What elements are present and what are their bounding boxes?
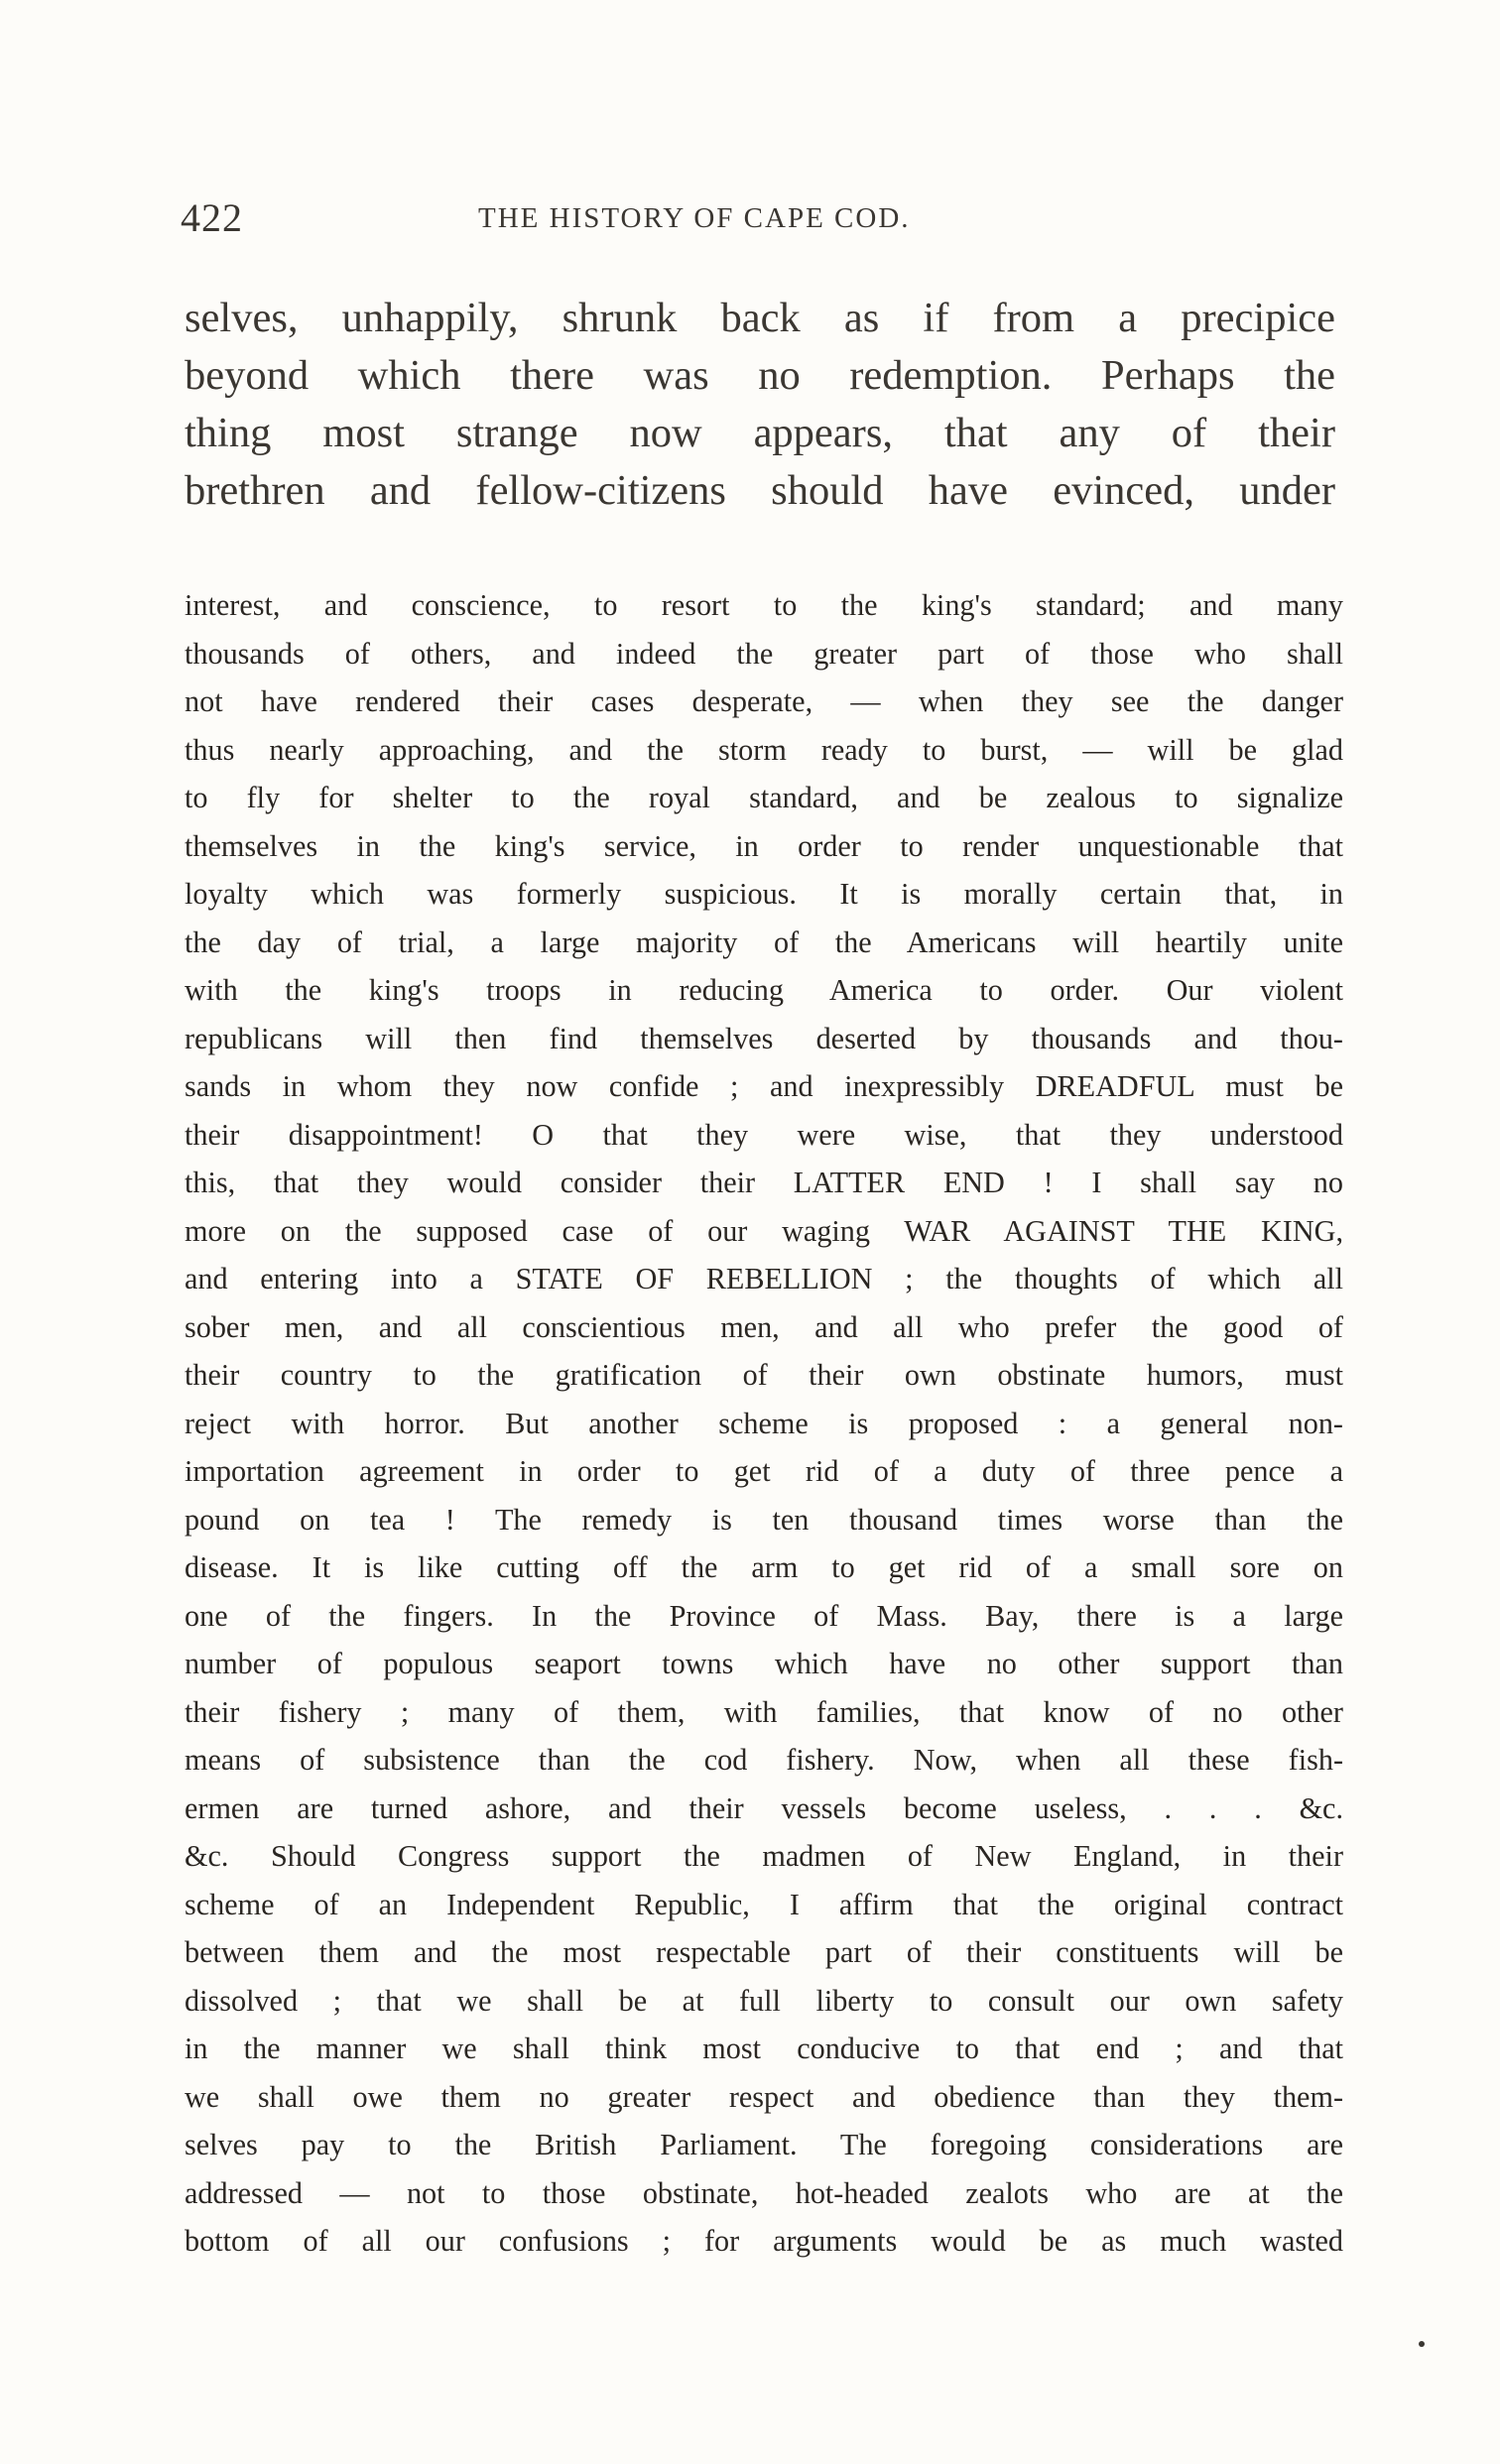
quote-line: scheme of an Independent Republic, I affirm that the original contract <box>185 1887 1343 1921</box>
quote-line: sober men, and all conscientious men, and all who prefer the good of <box>185 1309 1343 1344</box>
quote-line: addressed — not to those obstinate, hot-headed zealots who are at the <box>185 2175 1343 2210</box>
quote-line: republicans will then find themselves deserted by thousands and thou- <box>185 1021 1343 1055</box>
quote-line: dissolved ; that we shall be at full liberty to consult our own safety <box>185 1983 1343 2018</box>
page-header <box>181 194 1351 254</box>
quoted-passage <box>185 581 1343 2266</box>
quote-line: the day of trial, a large majority of the Americans will heartily unite <box>185 924 1343 959</box>
running-head: THE HISTORY OF CAPE COD. <box>478 202 911 234</box>
quote-line: selves pay to the British Parliament. The foregoing considerations are <box>185 2128 1343 2161</box>
text-line: selves, unhappily, shrunk back as if from a precipice <box>185 295 1335 341</box>
quote-line: between them and the most respectable part of their constituents will be <box>185 1935 1343 1969</box>
ink-speck <box>1419 2341 1425 2347</box>
quote-line: we shall owe them no greater respect and obedience than they them- <box>185 2079 1343 2114</box>
quote-line: their fishery ; many of them, with families, that know of no other <box>185 1694 1343 1729</box>
quote-line: importation agreement in order to get rid of a duty of three pence a <box>185 1454 1343 1488</box>
quote-line: loyalty which was formerly suspicious. It is morally certain that, in <box>185 877 1343 911</box>
text-line: brethren and fellow-citizens should have evinced, under <box>185 467 1335 514</box>
quote-line: thousands of others, and indeed the greater part of those who shall <box>185 636 1343 671</box>
text-line: thing most strange now appears, that any of their <box>185 410 1335 456</box>
quote-line: more on the supposed case of our waging WAR AGAINST THE KING, <box>185 1213 1343 1248</box>
quote-line: number of populous seaport towns which have no other support than <box>185 1647 1343 1680</box>
quote-line: sands in whom they now confide ; and inexpressibly DREADFUL must be <box>185 1069 1343 1103</box>
main-paragraph <box>185 290 1335 520</box>
quote-line: &c. Should Congress support the madmen of New England, in their <box>185 1839 1343 1873</box>
page-number: 422 <box>181 195 243 240</box>
quote-line: this, that they would consider their LATTER END ! I shall say no <box>185 1166 1343 1199</box>
quote-line: their disappointment! O that they were wise, that they understood <box>185 1117 1343 1152</box>
quote-line: their country to the gratification of their own obstinate humors, must <box>185 1358 1343 1392</box>
quote-line: pound on tea ! The remedy is ten thousand times worse than the <box>185 1502 1343 1537</box>
quote-line: bottom of all our confusions ; for arguments would be as much wasted <box>185 2224 1343 2258</box>
quote-line: themselves in the king's service, in order to render unquestionable that <box>185 828 1343 863</box>
quote-line: ermen are turned ashore, and their vessels become useless, . . . &c. <box>185 1790 1343 1825</box>
quote-line: with the king's troops in reducing America to order. Our violent <box>185 973 1343 1007</box>
quote-line: and entering into a STATE OF REBELLION ; the thoughts of which all <box>185 1262 1343 1295</box>
text-line: beyond which there was no redemption. Perhaps the <box>185 352 1335 399</box>
quote-line: disease. It is like cutting off the arm to get rid of a small sore on <box>185 1550 1343 1584</box>
quote-line: reject with horror. But another scheme is proposed : a general non- <box>185 1406 1343 1440</box>
quote-line: in the manner we shall think most conducive to that end ; and that <box>185 2032 1343 2065</box>
quote-line: thus nearly approaching, and the storm ready to burst, — will be glad <box>185 732 1343 767</box>
quote-line: interest, and conscience, to resort to the king's standard; and many <box>185 588 1343 622</box>
quote-line: not have rendered their cases desperate, — when they see the danger <box>185 684 1343 718</box>
quote-line: one of the fingers. In the Province of Mass. Bay, there is a large <box>185 1598 1343 1633</box>
quote-line: means of subsistence than the cod fishery. Now, when all these fish- <box>185 1743 1343 1777</box>
quote-line: to fly for shelter to the royal standard, and be zealous to signalize <box>185 781 1343 814</box>
